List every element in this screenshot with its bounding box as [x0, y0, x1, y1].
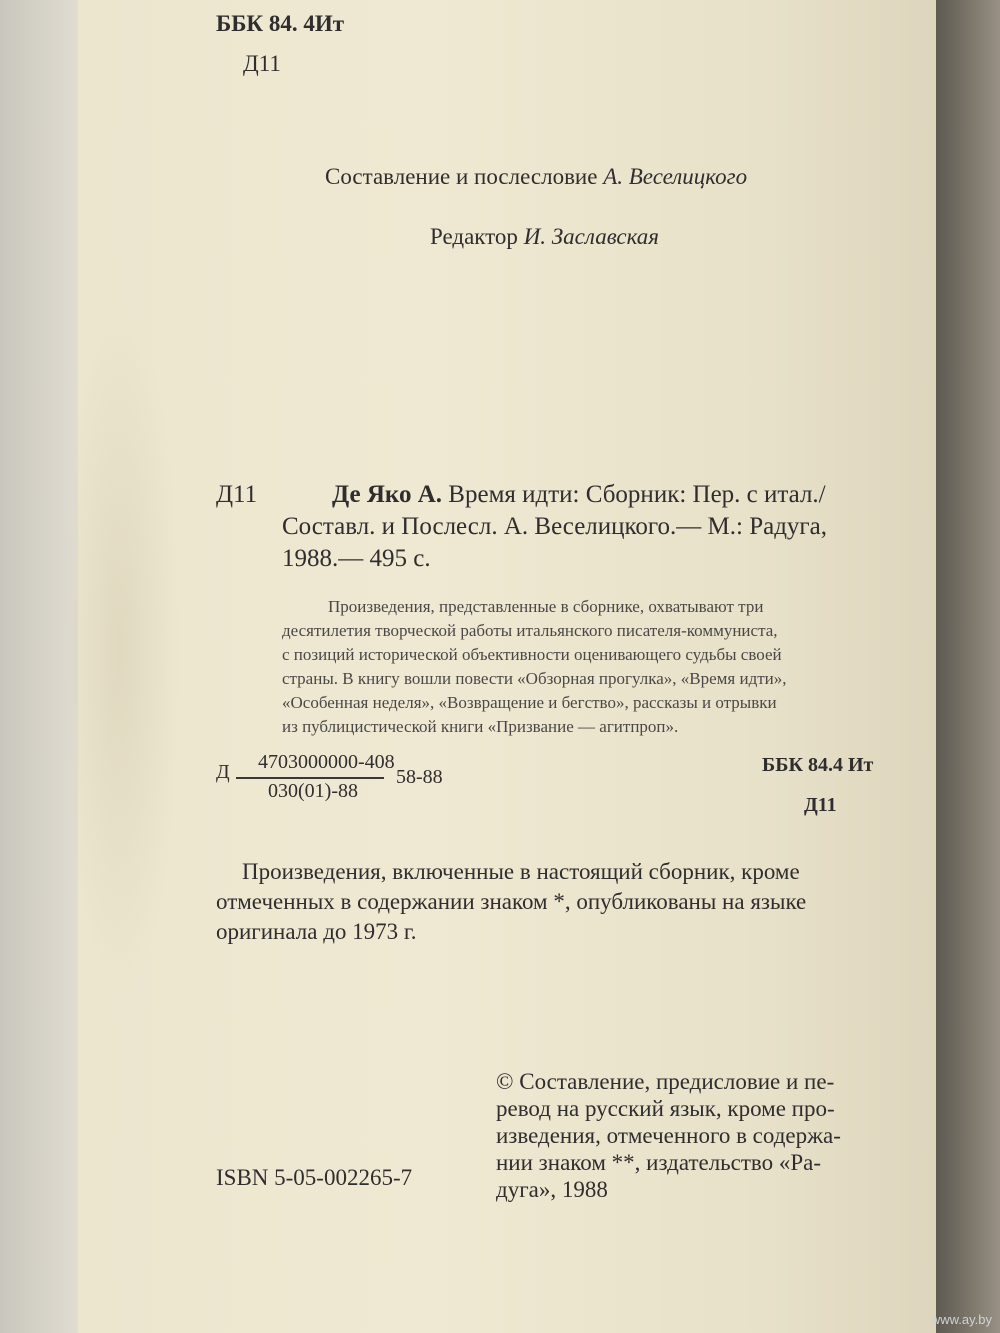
catalog-mark: Д11	[216, 481, 258, 508]
page-stain	[60, 300, 180, 1000]
note-line: Произведения, включенные в настоящий сборник, кроме	[242, 859, 800, 884]
index-suffix: 58-88	[396, 766, 443, 788]
fraction-line	[236, 777, 384, 779]
note-line: отмеченных в содержании знаком *, опубликованы на языке	[216, 889, 807, 914]
catalog-entry-line2: Составл. и Послесл. А. Веселицкого.— М.: Радуга,	[282, 513, 828, 540]
author-mark: Д11	[243, 51, 281, 76]
note-line: оригинала до 1973 г.	[216, 919, 417, 944]
index-denominator: 030(01)-88	[268, 780, 358, 802]
copyright-line: ревод на русский язык, кроме про-	[496, 1096, 835, 1121]
annotation-line: десятилетия творческой работы итальянского писателя-коммуниста,	[282, 621, 778, 640]
annotation-line: из публицистической книги «Призвание — агитпроп».	[282, 717, 679, 736]
editor-credit	[430, 225, 659, 248]
bbk-code: ББК 84. 4Ит	[216, 11, 345, 36]
book-right-edge	[936, 0, 1000, 1333]
copyright-line: © Составление, предисловие и пе-	[496, 1069, 835, 1094]
copyright-line: дуга», 1988	[496, 1177, 608, 1202]
editor-label: Редактор	[430, 224, 518, 249]
index-bbk: ББК 84.4 Ит	[762, 754, 874, 776]
isbn: ISBN 5-05-002265-7	[216, 1165, 413, 1190]
compiler-name: А. Веселицкого	[603, 164, 748, 189]
copyright-line: изведения, отмеченного в содержа-	[496, 1123, 841, 1148]
annotation-line: с позиций исторической объективности оценивающего судьбы своей	[282, 645, 782, 664]
watermark: www.ay.by	[930, 1312, 992, 1327]
catalog-entry-line1	[332, 482, 826, 507]
compiler-credit	[325, 165, 747, 188]
editor-name: И. Заславская	[523, 224, 659, 249]
annotation-line: «Особенная неделя», «Возвращение и бегство», рассказы и отрывки	[282, 693, 777, 712]
compiler-label: Составление и послесловие	[325, 164, 598, 189]
annotation-line: страны. В книгу вошли повести «Обзорная прогулка», «Время идти»,	[282, 669, 787, 688]
copyright-line: нии знаком **, издательство «Ра-	[496, 1150, 822, 1175]
index-mark: Д11	[804, 794, 837, 816]
entry-title: Время идти: Сборник: Пер. с итал./	[448, 481, 826, 508]
index-letter: Д	[216, 761, 230, 783]
index-numerator: 4703000000-408	[258, 751, 395, 773]
entry-author: Де Яко А.	[332, 481, 443, 508]
annotation-line: Произведения, представленные в сборнике, охватывают три	[328, 597, 764, 616]
catalog-entry-line3: 1988.— 495 с.	[282, 545, 431, 572]
